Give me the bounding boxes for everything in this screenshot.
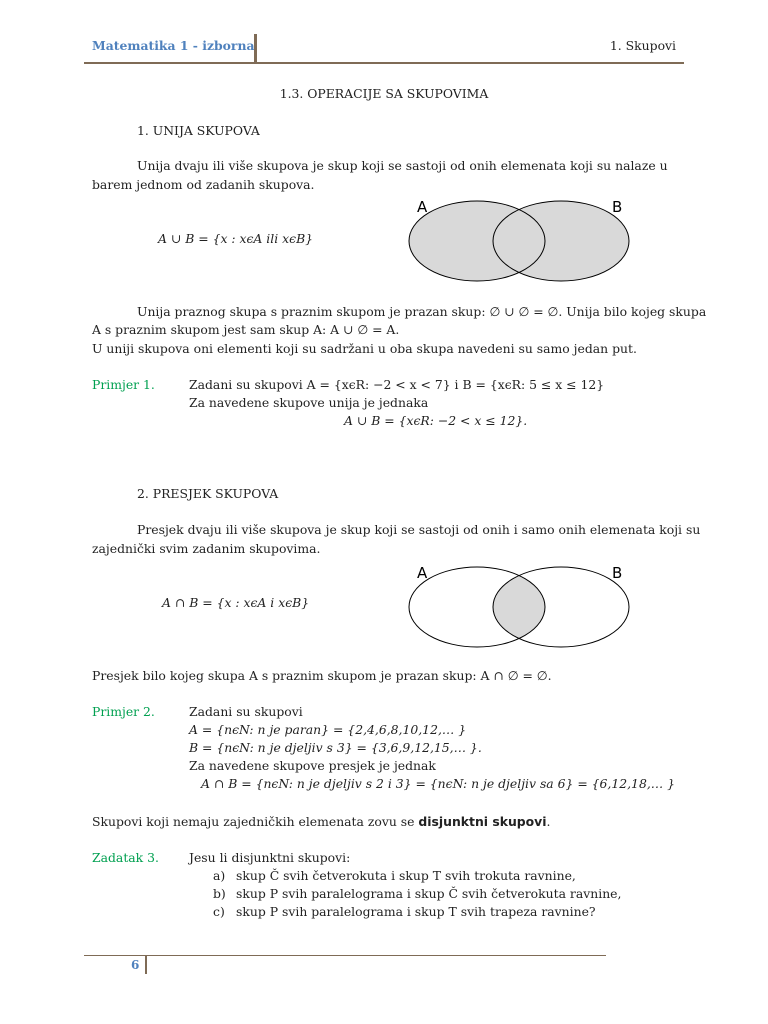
task3-item-b-letter: b): [213, 886, 226, 901]
example2-result: A ∩ B = {nϵN: n je djeljiv s 2 i 3} = {nϵN: n je djeljiv sa 6} = {6,12,18,… }: [201, 776, 675, 791]
intersection-label-a: A: [417, 564, 428, 582]
union-def-line1: Unija dvaju ili više skupova je skup koji se sastoji od onih elemenata koji su nalaze u: [137, 158, 668, 173]
example1-label: Primjer 1.: [92, 377, 155, 392]
task3-item-c-letter: c): [213, 904, 225, 919]
intersection-def-line2: zajednički svim zadanim skupovima.: [92, 541, 321, 556]
example2-line4: Za navedene skupove presjek je jednak: [189, 758, 436, 773]
disjoint-end: .: [546, 814, 551, 829]
task3-item-b: skup P svih paralelograma i skup Č svih četverokuta ravnine,: [236, 886, 622, 901]
header-chapter: 1. Skupovi: [609, 38, 676, 53]
task3-label: Zadatak 3.: [92, 850, 159, 865]
union-para-line2: A s praznim skupom jest sam skup A: A ∪ ∅ = A.: [92, 322, 400, 337]
union-label-a: A: [417, 198, 428, 216]
header-divider: [254, 34, 257, 62]
intersection-heading: 2. PRESJEK SKUPOVA: [137, 486, 279, 501]
disjoint-text: Skupovi koji nemaju zajedničkih elemenata zovu se: [92, 814, 419, 829]
header-title: Matematika 1 - izborna: [92, 38, 255, 53]
union-def-line2: barem jednom od zadanih skupova.: [92, 177, 315, 192]
task3-item-a: skup Č svih četverokuta i skup T svih trokuta ravnine,: [236, 868, 576, 883]
union-para-line3: U uniji skupova oni elementi koji su sadržani u oba skupa navedeni su samo jedan put.: [92, 341, 637, 356]
header-rule: [84, 62, 684, 64]
example1-result: A ∪ B = {xϵR: −2 < x ≤ 12}.: [344, 413, 528, 428]
union-para-line1: Unija praznog skupa s praznim skupom je prazan skup: ∅ ∪ ∅ = ∅. Unija bilo kojeg skupa: [137, 304, 707, 319]
union-heading: 1. UNIJA SKUPOVA: [137, 123, 260, 138]
example1-line2: Za navedene skupove unija je jednaka: [189, 395, 429, 410]
example2-set-a: A = {nϵN: n je paran} = {2,4,6,8,10,12,… }: [189, 722, 467, 737]
intersection-para: Presjek bilo kojeg skupa A s praznim skupom je prazan skup: A ∩ ∅ = ∅.: [92, 668, 552, 683]
union-venn-fill: [409, 201, 629, 281]
section-title: 1.3. OPERACIJE SA SKUPOVIMA: [279, 86, 489, 101]
union-label-b: B: [612, 198, 623, 216]
example1-line1: Zadani su skupovi A = {xϵR: −2 < x < 7} i B = {xϵR: 5 ≤ x ≤ 12}: [189, 377, 605, 392]
intersection-formula: A ∩ B = {x : xϵA i xϵB}: [162, 595, 310, 610]
example2-line1: Zadani su skupovi: [189, 704, 303, 719]
disjoint-term: disjunktni skupovi: [418, 814, 547, 829]
intersection-def-line1: Presjek dvaju ili više skupova je skup koji se sastoji od onih i samo onih elemenata koji su: [137, 522, 701, 537]
task3-item-c: skup P svih paralelograma i skup T svih trapeza ravnine?: [236, 904, 596, 919]
example2-label: Primjer 2.: [92, 704, 155, 719]
disjoint-definition: [92, 812, 550, 832]
footer-divider: [145, 956, 147, 974]
task3-question: Jesu li disjunktni skupovi:: [189, 850, 351, 865]
page-number: 6: [131, 958, 140, 972]
intersection-venn-diagram: [405, 558, 637, 654]
union-venn-diagram: [405, 192, 637, 288]
task3-item-a-letter: a): [213, 868, 226, 883]
intersection-label-b: B: [612, 564, 623, 582]
footer-rule: [84, 955, 606, 956]
union-formula: A ∪ B = {x : xϵA ili xϵB}: [158, 231, 314, 246]
example2-set-b: B = {nϵN: n je djeljiv s 3} = {3,6,9,12,15,… }.: [189, 740, 482, 755]
